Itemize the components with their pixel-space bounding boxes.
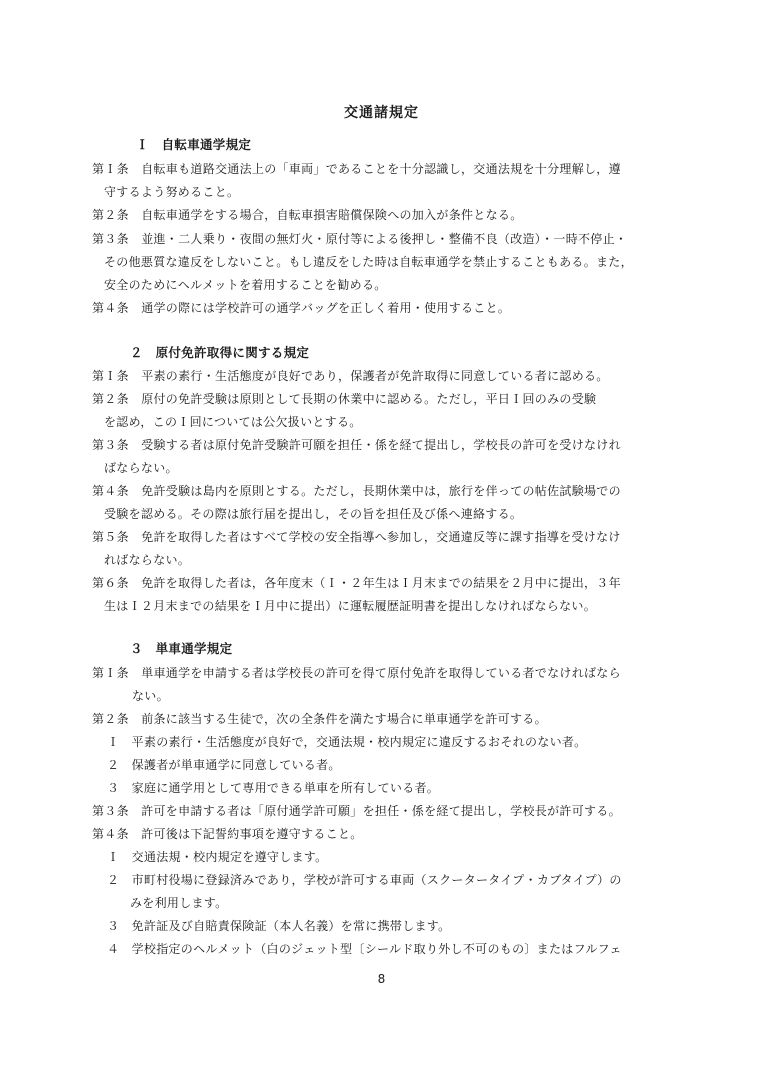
s1-article-1-line-2: 守するよう努めること。 xyxy=(104,185,240,199)
document-title: 交通諸規定 xyxy=(344,105,419,121)
s2-article-2-line-1: 第２条 原付の免許受験は原則として長期の休業中に認める。ただし，平日Ｉ回のみの受験 xyxy=(92,392,597,406)
page-number: 8 xyxy=(377,972,386,986)
s2-article-5-line-1: 第５条 免許を取得した者はすべて学校の安全指導へ参加し，交通違反等に課す指導を受けなけ xyxy=(92,530,621,544)
s1-article-3-line-2: その他悪質な違反をしないこと。もし違反をした時は自転車通学を禁止することもある。また， xyxy=(104,255,633,269)
s2-article-3-line-2: ばならない。 xyxy=(104,461,178,475)
s3-article-2-item-2: ２ 保護者が単車通学に同意している者。 xyxy=(107,758,341,772)
s2-article-1: 第Ｉ条 平素の素行・生活態度が良好であり，保護者が免許取得に同意している者に認める。 xyxy=(92,369,609,383)
s3-article-2-item-1: Ｉ 平素の素行・生活態度が良好で，交通法規・校内規定に違反するおそれのない者。 xyxy=(107,735,587,749)
s3-article-4-item-3: ３ 免許証及び自賠責保険証（本人名義）を常に携帯します。 xyxy=(107,919,451,933)
s3-article-4-item-2-line-1: ２ 市町村役場に登録済みであり，学校が許可する車両（スクータータイプ・カブタイプ）の xyxy=(107,873,622,887)
s3-article-4-item-4: ４ 学校指定のヘルメット（白のジェット型〔シールド取り外し不可のもの〕またはフルフェ xyxy=(107,942,622,956)
section-1-heading: Ｉ 自転車通学規定 xyxy=(136,137,252,152)
s2-article-4-line-1: 第４条 免許受験は島内を原則とする。ただし，長期休業中は，旅行を伴っての帖佐試験場での xyxy=(92,484,621,498)
section-2-heading: ２ 原付免許取得に関する規定 xyxy=(130,345,310,360)
s1-article-1-line-1: 第Ｉ条 自転車も道路交通法上の「車両」であることを十分認識し，交通法規を十分理解し，遵 xyxy=(92,162,621,176)
s3-article-4-item-2-line-2: みを利用します。 xyxy=(130,896,228,910)
s3-article-4: 第４条 許可後は下記誓約事項を遵守すること。 xyxy=(92,827,363,841)
s3-article-2-item-3: ３ 家庭に通学用として専用できる単車を所有している者。 xyxy=(107,781,440,795)
s3-article-1-line-2: ない。 xyxy=(132,689,169,703)
s3-article-1-line-1: 第Ｉ条 単車通学を申請する者は学校長の許可を得て原付免許を取得している者でなければなら xyxy=(92,666,621,680)
s3-article-4-item-1: Ｉ 交通法規・校内規定を遵守します。 xyxy=(107,850,328,864)
s1-article-2: 第２条 自転車通学をする場合，自転車損害賠償保険への加入が条件となる。 xyxy=(92,208,523,222)
s1-article-3-line-3: 安全のためにヘルメットを着用することを勧める。 xyxy=(104,278,387,292)
s3-article-3: 第３条 許可を申請する者は「原付通学許可願」を担任・係を経て提出し，学校長が許可する。 xyxy=(92,804,621,818)
s2-article-2-line-2: を認め，このＩ回については公欠扱いとする。 xyxy=(104,415,362,429)
section-3-heading: ３ 単車通学規定 xyxy=(130,641,233,656)
s2-article-3-line-1: 第３条 受験する者は原付免許受験許可願を担任・係を経て提出し，学校長の許可を受けなけれ xyxy=(92,438,621,452)
s2-article-6-line-2: 生はＩ２月末までの結果をＩ月中に提出）に運転履歴証明書を提出しなければならない。 xyxy=(104,599,597,613)
s2-article-5-line-2: ればならない。 xyxy=(104,553,191,567)
s1-article-3-line-1: 第３条 並進・二人乗り・夜間の無灯火・原付等による後押し・整備不良（改造）・一時不停止・ xyxy=(92,232,628,246)
s1-article-4: 第４条 通学の際には学校許可の通学バッグを正しく着用・使用すること。 xyxy=(92,301,511,315)
s3-article-2: 第２条 前条に該当する生徒で，次の全条件を満たす場合に単車通学を許可する。 xyxy=(92,712,547,726)
s2-article-4-line-2: 受験を認める。その際は旅行届を提出し，その旨を担任及び係へ連絡する。 xyxy=(104,507,523,521)
s2-article-6-line-1: 第６条 免許を取得した者は，各年度末（Ｉ・２年生はＩ月末までの結果を２月中に提出，３年 xyxy=(92,576,621,590)
